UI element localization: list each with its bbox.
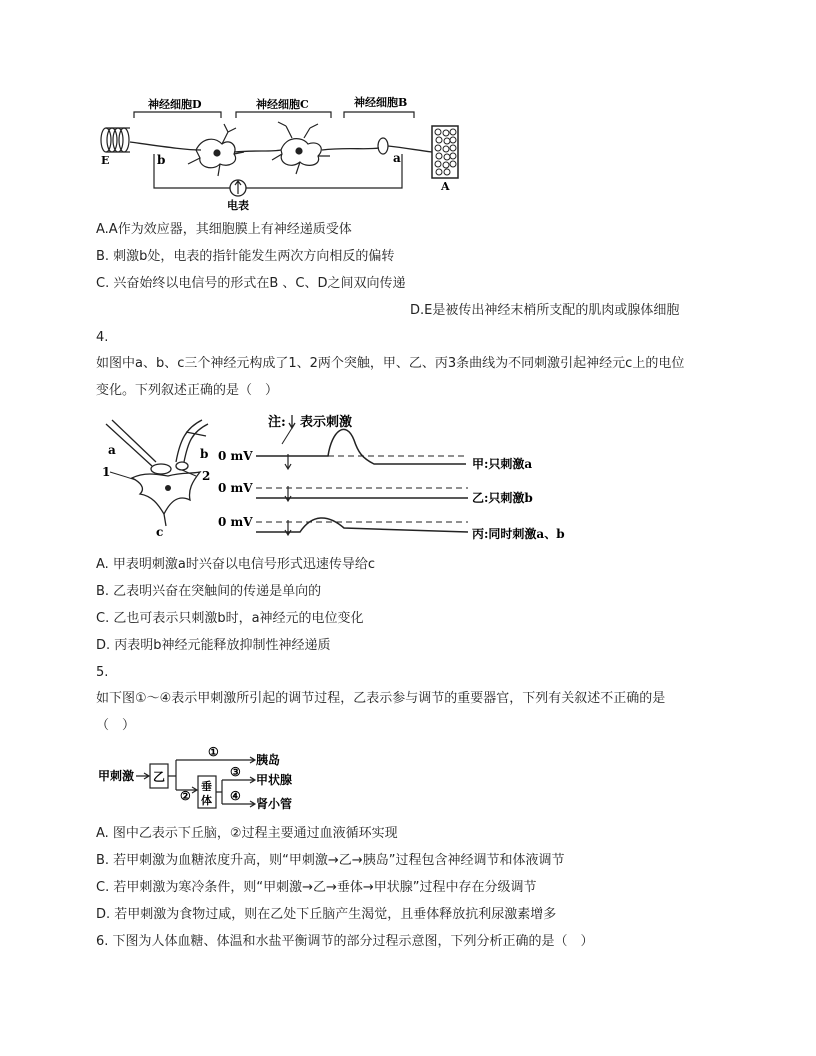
zero-mv-label-2: 0 mV xyxy=(218,481,253,495)
q5-option-d: D. 若甲刺激为食物过咸，则在乙处下丘脑产生渴觉，且垂体释放抗利尿激素增多 xyxy=(96,907,557,922)
neuron-circuit-figure xyxy=(96,92,466,214)
arrow-1-label: ① xyxy=(208,745,219,759)
neuron-d-label: 神经细胞D xyxy=(148,98,202,111)
q4-option-c: C. 乙也可表示只刺激b时，a神经元的电位变化 xyxy=(96,611,364,626)
label-2: 2 xyxy=(202,469,211,483)
curve-jia-label: 甲:只刺激a xyxy=(472,457,533,471)
q4-stem-line2: 变化。下列叙述正确的是（ ） xyxy=(96,383,279,398)
label-e: E xyxy=(101,154,110,167)
q5-option-b: B. 若甲刺激为血糖浓度升高，则“甲刺激→乙→胰岛”过程包含神经调节和体液调节 xyxy=(96,853,565,868)
box-yi-label: 乙 xyxy=(153,770,166,784)
label-a-effector: A xyxy=(441,180,450,193)
label-b: b xyxy=(157,153,166,167)
label-1: 1 xyxy=(102,465,111,479)
arrow-4-label: ④ xyxy=(230,789,241,803)
receptor-e xyxy=(101,128,130,152)
meter-label: 电表 xyxy=(227,199,249,212)
note-text: 表示刺激 xyxy=(300,415,353,430)
neuron-c-label: 神经细胞C xyxy=(256,98,309,111)
curve-yi-label: 乙:只刺激b xyxy=(472,491,533,505)
neuron-b-label: 神经细胞B xyxy=(354,96,408,109)
islet-label: 胰岛 xyxy=(256,753,281,767)
synapse-potential-figure xyxy=(96,410,596,548)
zero-mv-label-3: 0 mV xyxy=(218,515,253,529)
kidney-tubule-label: 肾小管 xyxy=(256,797,293,811)
q3-option-d: D.E是被传出神经末梢所支配的肌肉或腺体细胞 xyxy=(410,303,680,318)
q5-stem-line1: 如下图①～④表示甲刺激所引起的调节过程，乙表示参与调节的重要器官，下列有关叙述不正确的是 xyxy=(96,691,666,706)
q3-option-b: B. 刺激b处，电表的指针能发生两次方向相反的偏转 xyxy=(96,249,395,264)
q5-number: 5. xyxy=(96,665,109,680)
q4-stem-line1: 如图中a、b、c三个神经元构成了1、2两个突触，甲、乙、丙3条曲线为不同刺激引起神经元c上的电位 xyxy=(96,356,685,371)
arrow-2-label: ② xyxy=(180,789,191,803)
box-pituitary-label-2: 体 xyxy=(201,794,212,807)
q4-option-d: D. 丙表明b神经元能释放抑制性神经递质 xyxy=(96,638,331,653)
label-b: b xyxy=(200,447,209,461)
q4-option-b: B. 乙表明兴奋在突触间的传递是单向的 xyxy=(96,584,322,599)
neuron-c-body xyxy=(272,122,330,174)
q6-stem: 6. 下图为人体血糖、体温和水盐平衡调节的部分过程示意图，下列分析正确的是（ ） xyxy=(96,934,594,949)
q5-option-c: C. 若甲刺激为寒冷条件，则“甲刺激→乙→垂体→甲状腺”过程中存在分级调节 xyxy=(96,880,537,895)
neuron-d-body xyxy=(188,124,244,176)
stimulus-arrow-icon xyxy=(289,415,295,428)
q4-number: 4. xyxy=(96,330,109,345)
q5-option-a: A. 图中乙表示下丘脑，②过程主要通过血液循环实现 xyxy=(96,826,398,841)
q3-option-a: A.A作为效应器，其细胞膜上有神经递质受体 xyxy=(96,222,352,237)
q3-option-c: C. 兴奋始终以电信号的形式在B 、C、D之间双向传递 xyxy=(96,276,406,291)
box-pituitary-label-1: 垂 xyxy=(201,780,212,793)
label-a: a xyxy=(108,443,116,457)
q5-stem-line2: （ ） xyxy=(96,718,136,733)
thyroid-label: 甲状腺 xyxy=(256,773,293,787)
q4-option-a: A. 甲表明刺激a时兴奋以电信号形式迅速传导给c xyxy=(96,557,376,572)
neuron-b-body xyxy=(378,138,388,154)
label-a-point: a xyxy=(393,151,401,165)
arrow-3-label: ③ xyxy=(230,765,241,779)
stimulus-label: 甲刺激 xyxy=(98,769,135,783)
zero-mv-label-1: 0 mV xyxy=(218,449,253,463)
regulation-flow-figure xyxy=(96,742,326,820)
curve-bing-label: 丙:同时刺激a、b xyxy=(472,527,565,541)
note-label: 注: xyxy=(268,415,286,430)
label-c: c xyxy=(156,525,164,539)
